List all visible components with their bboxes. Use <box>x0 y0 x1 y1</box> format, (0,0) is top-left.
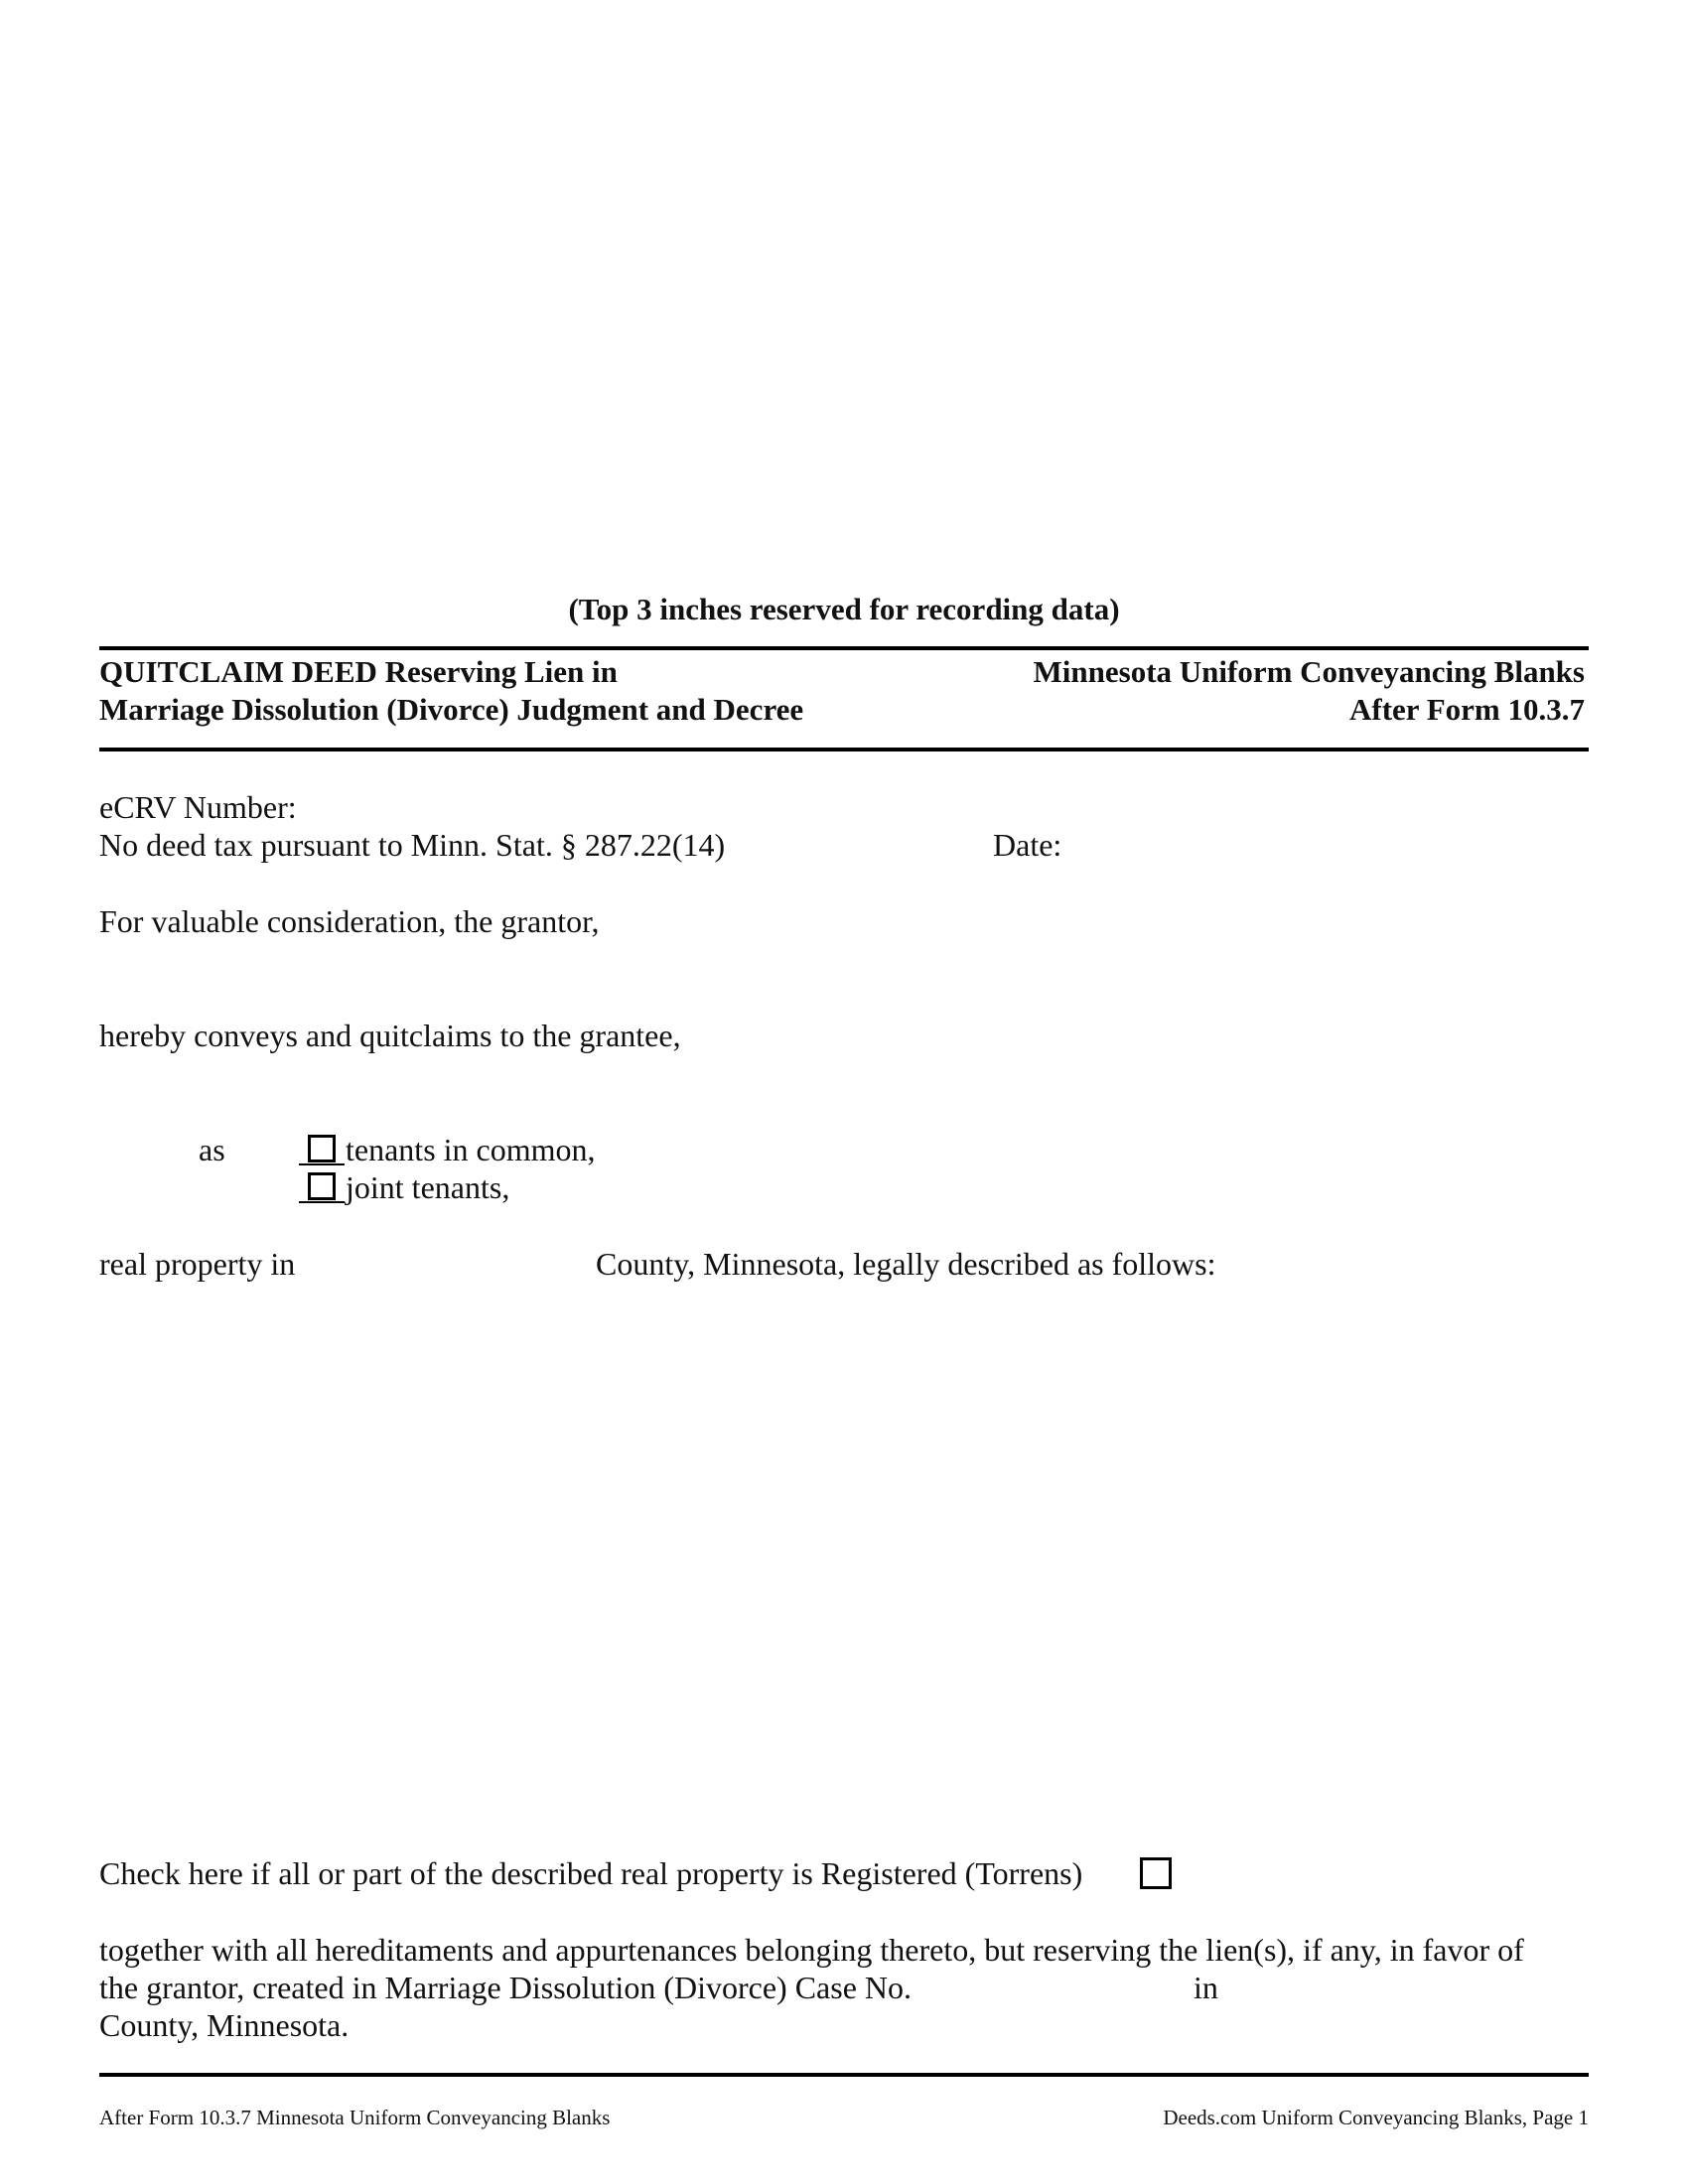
form-title-line2: Marriage Dissolution (Divorce) Judgment and Decree <box>99 692 804 727</box>
checkbox-tenants-in-common[interactable] <box>308 1135 336 1162</box>
as-label: as <box>199 1132 225 1167</box>
ecrv-number-label: eCRV Number: <box>99 789 297 825</box>
reserve-line2: the grantor, created in Marriage Dissolution (Divorce) Case No. <box>99 1970 912 2005</box>
checkbox-underline <box>299 1201 345 1203</box>
checkbox-underline <box>299 1163 345 1165</box>
property-suffix: County, Minnesota, legally described as follows: <box>596 1246 1216 1282</box>
joint-tenants-label: joint tenants, <box>346 1169 510 1205</box>
form-title-line1: QUITCLAIM DEED Reserving Lien in <box>99 654 618 689</box>
form-series-line1: Minnesota Uniform Conveyancing Blanks <box>1033 654 1585 689</box>
checkbox-joint-tenants[interactable] <box>308 1172 336 1200</box>
date-label: Date: <box>993 827 1062 863</box>
conveys-text: hereby conveys and quitclaims to the grantee, <box>99 1018 681 1053</box>
consideration-text: For valuable consideration, the grantor, <box>99 903 600 939</box>
property-prefix: real property in <box>99 1246 296 1282</box>
reserve-line3: County, Minnesota. <box>99 2007 350 2043</box>
torrens-text: Check here if all or part of the described real property is Registered (Torrens) <box>99 1855 1083 1891</box>
tenants-in-common-label: tenants in common, <box>346 1132 596 1167</box>
form-series-line2: After Form 10.3.7 <box>1348 692 1585 727</box>
recording-data-note: (Top 3 inches reserved for recording data) <box>568 592 1120 626</box>
footer-left: After Form 10.3.7 Minnesota Uniform Conveyancing Blanks <box>99 2106 611 2129</box>
footer-right: Deeds.com Uniform Conveyancing Blanks, Page 1 <box>1163 2106 1589 2129</box>
checkbox-torrens[interactable] <box>1140 1857 1172 1889</box>
reserve-line2-in: in <box>1194 1970 1218 2005</box>
footer-rule <box>99 2073 1589 2077</box>
header-bottom-rule <box>99 748 1589 751</box>
reserve-line1: together with all hereditaments and appurtenances belonging thereto, but reserving the lien(s), if any, in favor of <box>99 1932 1524 1968</box>
header-top-rule <box>99 646 1589 650</box>
deed-tax-note: No deed tax pursuant to Minn. Stat. § 287.22(14) <box>99 827 726 863</box>
